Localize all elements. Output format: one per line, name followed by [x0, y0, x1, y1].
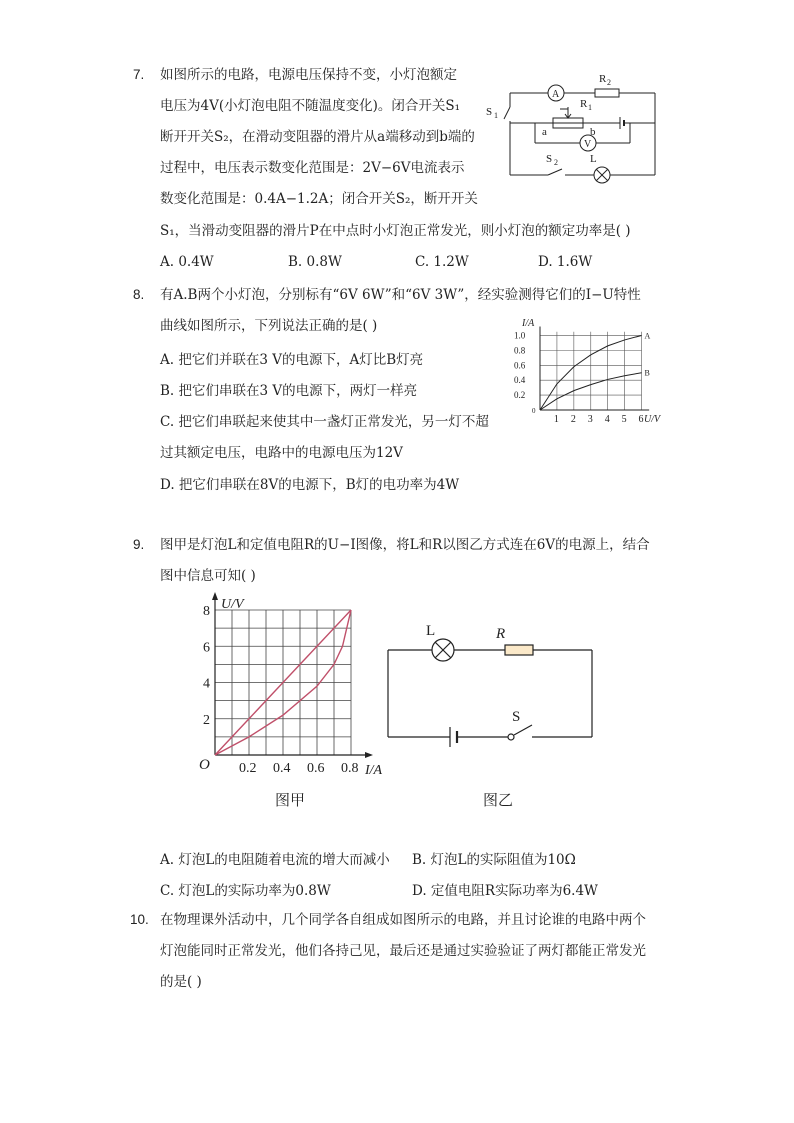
q9-circuit-diagram — [380, 615, 600, 755]
q9-y-axis-label: U/V — [221, 597, 244, 612]
q8-option-c: C. 把它们串联起来使其中一盏灯正常发光，另一灯不超 — [160, 414, 489, 430]
switch-s2-icon — [548, 169, 562, 175]
q9-x-tick-label: 0.8 — [341, 761, 359, 776]
q7-line-3: 断开开关S₂，在滑动变阻器的滑片从a端移动到b端的 — [160, 129, 475, 145]
q8-x-tick-label: 5 — [621, 414, 627, 425]
q7-option-a: A. 0.4W — [160, 254, 214, 270]
terminal-b-label: b — [590, 126, 596, 138]
q9-x-tick-label: 0.4 — [273, 761, 291, 776]
q9-ui-chart — [195, 597, 395, 785]
q8-line-1: 有A.B两个小灯泡，分别标有“6V 6W”和“6V 3W”，经实验测得它们的I−U特性 — [160, 287, 641, 303]
r2-label: R — [599, 73, 607, 85]
q8-number: 8. — [133, 287, 145, 302]
q7-option-b: B. 0.8W — [288, 254, 342, 270]
q10-line-3: 的是( ) — [160, 974, 202, 990]
q9-y-axis-arrow — [212, 592, 218, 600]
q9-x-axis-label: I/A — [365, 763, 383, 778]
q8-line-2: 曲线如图所示，下列说法正确的是( ) — [160, 318, 378, 334]
q9-x-tick-label: 0.6 — [307, 761, 325, 776]
q8-x-tick-label: 3 — [587, 414, 593, 425]
q8-y-axis-label: I/A — [522, 318, 535, 329]
q9-line-1: 图甲是灯泡L和定值电阻R的U−I图像，将L和R以图乙方式连在6V的电源上，结合 — [160, 537, 650, 553]
q7-line-5: 数变化范围是：0.4A−1.2A；闭合开关S₂，断开开关 — [160, 191, 478, 207]
resistor-r2-icon — [595, 89, 619, 97]
voltmeter-label: V — [584, 139, 592, 150]
q9-number: 9. — [133, 537, 145, 552]
q7-line-1: 如图所示的电路，电源电压保持不变，小灯泡额定 — [160, 67, 457, 83]
q9-y-tick-label: 8 — [203, 604, 210, 619]
terminal-a-label: a — [542, 126, 547, 138]
q8-x-axis-label: U/V — [644, 414, 661, 425]
q8-x-tick-label: 1 — [553, 414, 559, 425]
q8-option-d: D. 把它们串联在8V的电源下，B灯的电功率为4W — [160, 477, 460, 493]
resistor-icon — [505, 645, 533, 655]
q8-x-tick-label: 6 — [638, 414, 644, 425]
q9-line-2: 图中信息可知( ) — [160, 568, 256, 584]
s1-label: S — [486, 106, 493, 118]
q8-y-tick-label: 1.0 — [514, 330, 526, 341]
q8-y-tick-label: 0.6 — [514, 360, 526, 371]
fig-jia-caption: 图甲 — [275, 791, 306, 809]
q9-y-tick-label: 6 — [203, 640, 210, 656]
s2-subscript: 2 — [554, 158, 558, 167]
q9-y-tick-label: 4 — [203, 676, 210, 692]
q8-x-tick-label: 4 — [604, 414, 610, 425]
switch-label: S — [512, 709, 521, 725]
q7-option-d: D. 1.6W — [538, 254, 593, 270]
lamp-label: L — [426, 623, 436, 639]
q8-option-c-cont: 过其额定电压，电路中的电源电压为12V — [160, 445, 403, 461]
q10-line-2: 灯泡能同时正常发光，他们各持己见，最后还是通过实验验证了两灯都能正常发光 — [160, 943, 646, 959]
q10-line-1: 在物理课外活动中，几个同学各自组成如图所示的电路，并且讨论谁的电路中两个 — [160, 912, 646, 928]
ammeter-label: A — [552, 89, 560, 100]
s2-label: S — [546, 153, 553, 165]
q10-number: 10. — [130, 912, 149, 927]
q8-series-b-label: B — [644, 368, 650, 378]
fig-yi-caption: 图乙 — [483, 791, 514, 809]
s1-subscript: 1 — [494, 111, 498, 120]
q8-option-a: A. 把它们并联在3 V的电源下，A灯比B灯亮 — [160, 352, 424, 368]
switch-icon — [508, 734, 514, 740]
q9-option-d: D. 定值电阻R实际功率为6.4W — [412, 883, 598, 899]
q7-line-2: 电压为4V(小灯泡电阻不随温度变化)。闭合开关S₁ — [160, 98, 461, 114]
q7-number: 7. — [133, 67, 145, 82]
q8-y-tick-label: 0.2 — [514, 390, 526, 401]
q9-x-tick-label: 0.2 — [239, 761, 257, 776]
q7-line-4: 过程中，电压表示数变化范围是：2V−6V电流表示 — [160, 160, 465, 176]
q8-y-tick-label: 0.4 — [514, 375, 526, 386]
q7-circuit-diagram — [480, 65, 665, 190]
q8-origin-label: 0 — [532, 407, 536, 415]
lamp-label: L — [590, 153, 597, 165]
q9-option-a: A. 灯泡L的电阻随着电流的增大而减小 — [160, 852, 390, 868]
q8-option-b: B. 把它们串联在3 V的电源下，两灯一样亮 — [160, 383, 418, 399]
q9-option-c: C. 灯泡L的实际功率为0.8W — [160, 883, 331, 899]
q9-origin-label: O — [199, 757, 210, 773]
r2-subscript: 2 — [607, 78, 611, 87]
q8-x-tick-label: 2 — [570, 414, 576, 425]
q8-iu-chart — [512, 318, 662, 430]
switch-s1-icon — [504, 107, 510, 119]
q7-option-c: C. 1.2W — [415, 254, 469, 270]
q8-y-tick-label: 0.8 — [514, 345, 526, 356]
q9-y-tick-label: 2 — [203, 712, 210, 728]
r1-subscript: 1 — [588, 103, 592, 112]
resistor-label: R — [496, 626, 506, 642]
q9-option-b: B. 灯泡L的实际阻值为10Ω — [412, 852, 576, 868]
r1-label: R — [580, 98, 588, 110]
q7-line-6: S₁，当滑动变阻器的滑片P在中点时小灯泡正常发光，则小灯泡的额定功率是( ) — [160, 223, 631, 239]
q9-x-axis-arrow — [365, 752, 373, 758]
q8-series-a-label: A — [644, 331, 651, 341]
